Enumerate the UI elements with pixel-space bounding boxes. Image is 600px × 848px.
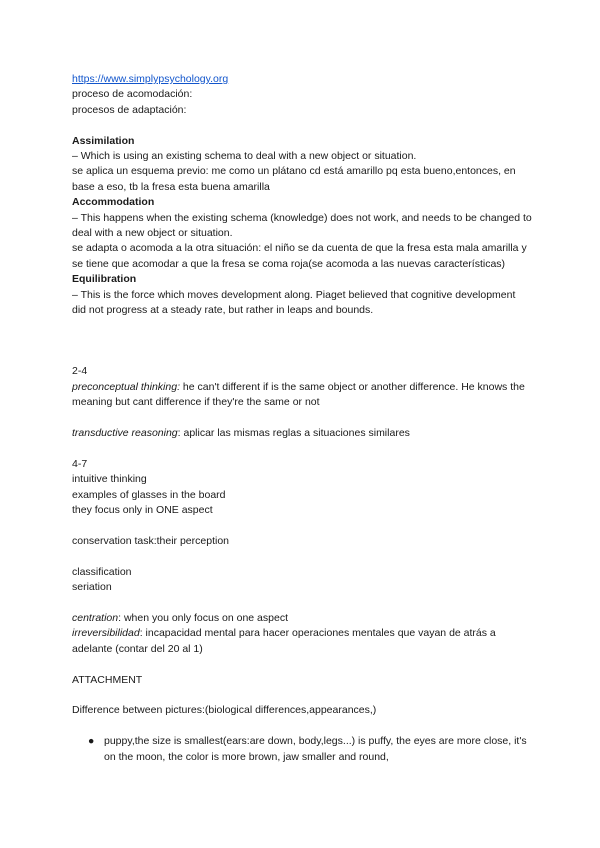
irreversibility-paragraph <box>72 626 532 657</box>
accommodation-heading: Accommodation <box>72 196 155 209</box>
intuitive-line-2: examples of glasses in the board <box>72 488 226 501</box>
bullet-text: puppy,the size is smallest(ears:are down, body,legs...) is puffy, the eyes are more close, it's on the moon, the color is more brown, jaw smaller and round, <box>104 735 527 763</box>
document-page <box>72 72 532 765</box>
intro-line-1: proceso de acomodación: <box>72 88 193 101</box>
preconceptual-term: preconceptual thinking: <box>72 380 180 393</box>
accommodation-definition: – This happens when the existing schema (knowledge) does not work, and needs to be changed to deal with a new object or situation. <box>72 211 532 240</box>
intuitive-line-3: they focus only in ONE aspect <box>72 504 213 517</box>
preconceptual-text: he can't different if is the same object or another difference. He knows the meaning but cant difference if they're the same or not <box>72 380 525 409</box>
list-item <box>88 734 532 765</box>
assimilation-note: se aplica un esquema previo: me como un plátano cd está amarillo pq esta bueno,entonces, en base a eso, tb la fresa esta buena amarilla <box>72 165 516 193</box>
source-link[interactable]: https://www.simplypsychology.org <box>72 73 229 85</box>
conservation-line: conservation task:their perception <box>72 534 230 547</box>
transductive-text: : aplicar las mismas reglas a situaciones similares <box>177 427 410 440</box>
equilibration-heading: Equilibration <box>72 273 137 286</box>
age-range-2-4: 2-4 <box>72 365 88 378</box>
assimilation-heading: Assimilation <box>72 134 135 147</box>
seriation-line: seriation <box>72 581 112 594</box>
centration-paragraph <box>72 611 532 626</box>
age-range-4-7: 4-7 <box>72 457 88 470</box>
centration-text: : when you only focus on one aspect <box>118 611 288 624</box>
transductive-term: transductive reasoning <box>72 427 178 440</box>
transductive-paragraph <box>72 426 532 441</box>
assimilation-definition: – Which is using an existing schema to deal with a new object or situation. <box>72 150 417 163</box>
intro-line-2: procesos de adaptación: <box>72 103 187 116</box>
classification-line: classification <box>72 565 132 578</box>
irreversibility-text: : incapacidad mental para hacer operaciones mentales que vayan de atrás a adelante (contar del 20 al 1) <box>72 627 496 655</box>
attachment-heading: ATTACHMENT <box>72 673 143 686</box>
irreversibility-term: irreversibilidad <box>72 627 140 640</box>
centration-term: centration <box>72 611 119 624</box>
accommodation-note: se adapta o acomoda a la otra situación: el niño se da cuenta de que la fresa esta mala amarilla y se tiene que acomodar a que la fresa se coma roja(se acomoda a las nuevas características) <box>72 242 527 270</box>
preconceptual-paragraph <box>72 380 532 411</box>
equilibration-definition: – This is the force which moves development along. Piaget believed that cognitive development did not progress at a steady rate, but rather in leaps and bounds. <box>72 288 516 317</box>
difference-line: Difference between pictures:(biological differences,appearances,) <box>72 704 377 717</box>
bullet-icon: ● <box>88 735 95 748</box>
intuitive-line-1: intuitive thinking <box>72 473 147 486</box>
